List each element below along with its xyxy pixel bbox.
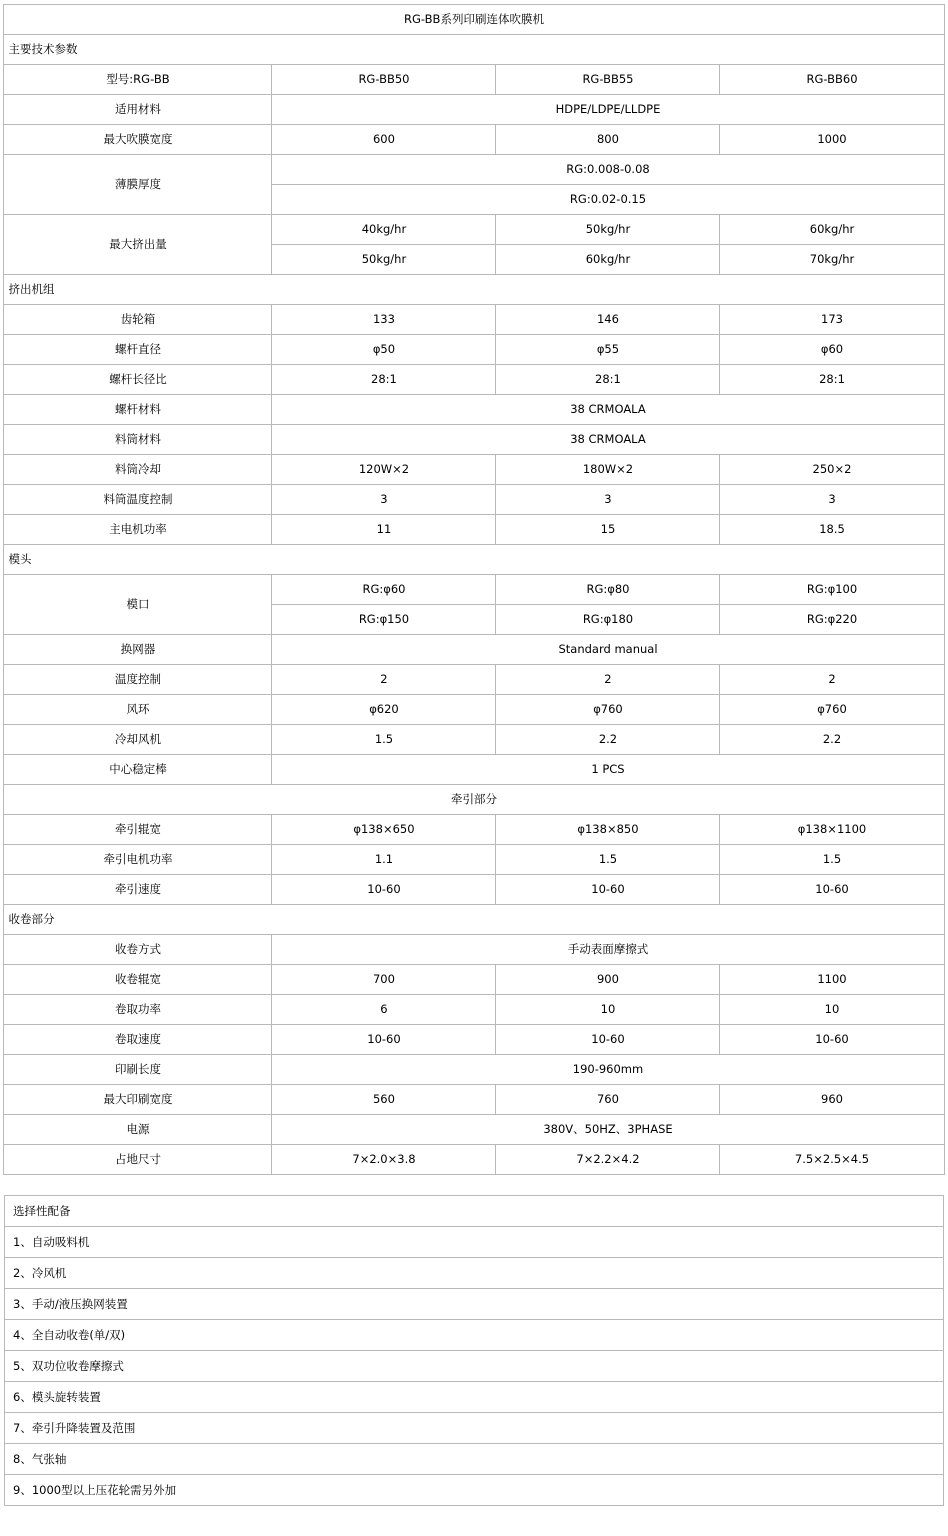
cell-cooling-blower-c: 2.2 (720, 725, 944, 755)
row-label-model: 型号:RG-BB (4, 65, 272, 95)
cell-wind-roller-a: 700 (272, 965, 496, 995)
optional-header-label: 选择性配备 (5, 1196, 944, 1227)
table-row (4, 425, 944, 455)
cell-ld-a: 28:1 (272, 365, 496, 395)
table-row (4, 1055, 944, 1085)
section-extruder (4, 275, 944, 305)
cell-output-1c: 60kg/hr (720, 215, 944, 245)
cell-haul-roller-b: φ138×850 (496, 815, 720, 845)
cell-main-motor-a: 11 (272, 515, 496, 545)
row-label-screw-dia: 螺杆直径 (4, 335, 272, 365)
cell-output-2b: 60kg/hr (496, 245, 720, 275)
table-row (4, 995, 944, 1025)
section-main-params (4, 35, 944, 65)
cell-main-motor-b: 15 (496, 515, 720, 545)
row-label-stabilizer: 中心稳定棒 (4, 755, 272, 785)
list-item (5, 1413, 944, 1444)
cell-haul-roller-c: φ138×1100 (720, 815, 944, 845)
section-die-head (4, 545, 944, 575)
cell-screw-dia-b: φ55 (496, 335, 720, 365)
cell-stabilizer-value: 1 PCS (272, 755, 944, 785)
optional-equipment-table (4, 1195, 944, 1506)
cell-thickness-2: RG:0.02-0.15 (272, 185, 944, 215)
row-label-material: 适用材料 (4, 95, 272, 125)
cell-ld-c: 28:1 (720, 365, 944, 395)
section-header-haul-off: 牵引部分 (4, 785, 944, 815)
cell-barrel-cooling-b: 180W×2 (496, 455, 720, 485)
row-label-haul-motor: 牵引电机功率 (4, 845, 272, 875)
cell-die-2c: RG:φ220 (720, 605, 944, 635)
cell-barrel-cooling-c: 250×2 (720, 455, 944, 485)
row-label-barrel-material: 料筒材料 (4, 425, 272, 455)
cell-model-a: RG-BB50 (272, 65, 496, 95)
cell-output-2c: 70kg/hr (720, 245, 944, 275)
row-label-cooling-blower: 冷却风机 (4, 725, 272, 755)
spec-document (0, 4, 948, 1506)
cell-barrel-temp-b: 3 (496, 485, 720, 515)
cell-output-1a: 40kg/hr (272, 215, 496, 245)
cell-barrel-cooling-a: 120W×2 (272, 455, 496, 485)
section-header-label: 收卷部分 (4, 905, 944, 935)
cell-wind-power-a: 6 (272, 995, 496, 1025)
table-row (4, 365, 944, 395)
optional-item-2: 2、冷风机 (5, 1258, 944, 1289)
cell-thickness-1: RG:0.008-0.08 (272, 155, 944, 185)
table-row (4, 215, 944, 245)
cell-barrel-temp-c: 3 (720, 485, 944, 515)
table-row (4, 755, 944, 785)
cell-wind-speed-c: 10-60 (720, 1025, 944, 1055)
list-item (5, 1475, 944, 1506)
section-winding (4, 905, 944, 935)
table-row (4, 155, 944, 185)
table-row (4, 125, 944, 155)
cell-wind-speed-a: 10-60 (272, 1025, 496, 1055)
cell-footprint-c: 7.5×2.5×4.5 (720, 1145, 944, 1175)
cell-power-supply-value: 380V、50HZ、3PHASE (272, 1115, 944, 1145)
list-item (5, 1289, 944, 1320)
table-row (4, 1085, 944, 1115)
table-row (4, 1025, 944, 1055)
table-row (4, 335, 944, 365)
optional-item-5: 5、双功位收卷摩擦式 (5, 1351, 944, 1382)
cell-haul-speed-a: 10-60 (272, 875, 496, 905)
cell-screen-changer-value: Standard manual (272, 635, 944, 665)
table-row (4, 515, 944, 545)
cell-model-c: RG-BB60 (720, 65, 944, 95)
document-title-row (4, 5, 944, 35)
cell-haul-roller-a: φ138×650 (272, 815, 496, 845)
section-header-label: 挤出机组 (4, 275, 944, 305)
table-row (4, 695, 944, 725)
table-row (4, 875, 944, 905)
cell-print-length-value: 190-960mm (272, 1055, 944, 1085)
cell-ld-b: 28:1 (496, 365, 720, 395)
row-label-ld-ratio: 螺杆长径比 (4, 365, 272, 395)
row-label-screen-changer: 换网器 (4, 635, 272, 665)
cell-die-1b: RG:φ80 (496, 575, 720, 605)
row-label-haul-speed: 牵引速度 (4, 875, 272, 905)
cell-wind-roller-c: 1100 (720, 965, 944, 995)
cell-main-motor-c: 18.5 (720, 515, 944, 545)
row-label-screw-material: 螺杆材料 (4, 395, 272, 425)
cell-haul-motor-b: 1.5 (496, 845, 720, 875)
row-label-power-supply: 电源 (4, 1115, 272, 1145)
row-label-print-width: 最大印刷宽度 (4, 1085, 272, 1115)
optional-header-row (5, 1196, 944, 1227)
table-row (4, 785, 944, 815)
list-item (5, 1382, 944, 1413)
table-row (4, 845, 944, 875)
list-item (5, 1444, 944, 1475)
cell-die-1a: RG:φ60 (272, 575, 496, 605)
table-row (4, 305, 944, 335)
cell-haul-motor-a: 1.1 (272, 845, 496, 875)
row-label-temp-control: 温度控制 (4, 665, 272, 695)
page-title: RG-BB系列印刷连体吹膜机 (4, 5, 944, 35)
cell-print-width-c: 960 (720, 1085, 944, 1115)
cell-output-2a: 50kg/hr (272, 245, 496, 275)
cell-gearbox-b: 146 (496, 305, 720, 335)
table-row (4, 815, 944, 845)
table-row (4, 965, 944, 995)
row-label-barrel-temp: 料筒温度控制 (4, 485, 272, 515)
list-item (5, 1351, 944, 1382)
cell-footprint-b: 7×2.2×4.2 (496, 1145, 720, 1175)
cell-temp-control-b: 2 (496, 665, 720, 695)
optional-item-7: 7、牵引升降装置及范围 (5, 1413, 944, 1444)
optional-item-8: 8、气张轴 (5, 1444, 944, 1475)
cell-print-width-b: 760 (496, 1085, 720, 1115)
specification-table (3, 4, 944, 1175)
row-label-barrel-cooling: 料筒冷却 (4, 455, 272, 485)
cell-width-b: 800 (496, 125, 720, 155)
row-label-haul-roller: 牵引辊宽 (4, 815, 272, 845)
table-row (4, 575, 944, 605)
row-label-wind-power: 卷取功率 (4, 995, 272, 1025)
row-label-footprint: 占地尺寸 (4, 1145, 272, 1175)
table-row (4, 1115, 944, 1145)
cell-wind-speed-b: 10-60 (496, 1025, 720, 1055)
cell-die-2b: RG:φ180 (496, 605, 720, 635)
optional-item-9: 9、1000型以上压花轮需另外加 (5, 1475, 944, 1506)
optional-item-6: 6、模头旋转装置 (5, 1382, 944, 1413)
cell-haul-speed-b: 10-60 (496, 875, 720, 905)
cell-temp-control-c: 2 (720, 665, 944, 695)
cell-gearbox-a: 133 (272, 305, 496, 335)
optional-item-3: 3、手动/液压换网装置 (5, 1289, 944, 1320)
row-label-thickness: 薄膜厚度 (4, 155, 272, 215)
cell-air-ring-c: φ760 (720, 695, 944, 725)
cell-wind-roller-b: 900 (496, 965, 720, 995)
cell-cooling-blower-a: 1.5 (272, 725, 496, 755)
row-label-main-motor: 主电机功率 (4, 515, 272, 545)
cell-air-ring-a: φ620 (272, 695, 496, 725)
cell-air-ring-b: φ760 (496, 695, 720, 725)
table-row (4, 65, 944, 95)
table-row (4, 635, 944, 665)
table-row (4, 725, 944, 755)
cell-screw-dia-c: φ60 (720, 335, 944, 365)
table-row (4, 485, 944, 515)
table-row (4, 95, 944, 125)
table-row (4, 665, 944, 695)
cell-gearbox-c: 173 (720, 305, 944, 335)
list-item (5, 1227, 944, 1258)
list-item (5, 1258, 944, 1289)
row-label-die: 模口 (4, 575, 272, 635)
cell-material-value: HDPE/LDPE/LLDPE (272, 95, 944, 125)
cell-die-2a: RG:φ150 (272, 605, 496, 635)
table-row (4, 1145, 944, 1175)
cell-width-a: 600 (272, 125, 496, 155)
row-label-output: 最大挤出量 (4, 215, 272, 275)
row-label-air-ring: 风环 (4, 695, 272, 725)
row-label-print-length: 印刷长度 (4, 1055, 272, 1085)
cell-wind-power-b: 10 (496, 995, 720, 1025)
cell-haul-speed-c: 10-60 (720, 875, 944, 905)
cell-screw-dia-a: φ50 (272, 335, 496, 365)
row-label-wind-roller: 收卷辊宽 (4, 965, 272, 995)
cell-haul-motor-c: 1.5 (720, 845, 944, 875)
cell-screw-material-value: 38 CRMOALA (272, 395, 944, 425)
optional-item-4: 4、全自动收卷(单/双) (5, 1320, 944, 1351)
cell-temp-control-a: 2 (272, 665, 496, 695)
row-label-wind-speed: 卷取速度 (4, 1025, 272, 1055)
cell-print-width-a: 560 (272, 1085, 496, 1115)
list-item (5, 1320, 944, 1351)
table-row (4, 395, 944, 425)
table-row (4, 455, 944, 485)
cell-wind-power-c: 10 (720, 995, 944, 1025)
section-header-label: 模头 (4, 545, 944, 575)
row-label-width: 最大吹膜宽度 (4, 125, 272, 155)
cell-barrel-temp-a: 3 (272, 485, 496, 515)
cell-output-1b: 50kg/hr (496, 215, 720, 245)
row-label-gearbox: 齿轮箱 (4, 305, 272, 335)
cell-barrel-material-value: 38 CRMOALA (272, 425, 944, 455)
cell-model-b: RG-BB55 (496, 65, 720, 95)
cell-die-1c: RG:φ100 (720, 575, 944, 605)
optional-item-1: 1、自动吸料机 (5, 1227, 944, 1258)
table-row (4, 935, 944, 965)
cell-cooling-blower-b: 2.2 (496, 725, 720, 755)
section-header-label: 主要技术参数 (4, 35, 944, 65)
cell-wind-type-value: 手动表面摩擦式 (272, 935, 944, 965)
cell-footprint-a: 7×2.0×3.8 (272, 1145, 496, 1175)
cell-width-c: 1000 (720, 125, 944, 155)
row-label-wind-type: 收卷方式 (4, 935, 272, 965)
